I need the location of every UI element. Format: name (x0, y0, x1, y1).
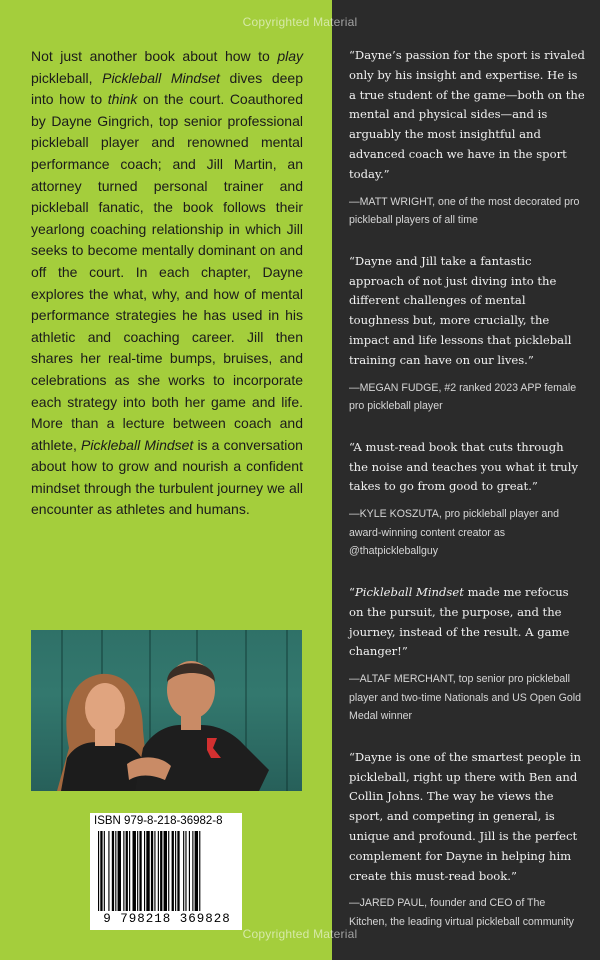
barcode-bars (96, 831, 236, 911)
barcode-bar (183, 831, 184, 911)
barcode-bar (146, 831, 149, 911)
barcode-bar (192, 831, 193, 911)
quote-text-rest: made me refocus on the pursuit, the purpose, and the journey, instead of the result. A game changer!” (349, 584, 570, 659)
endorsements (349, 46, 585, 932)
quote-emphasis: Pickleball Mindset (354, 584, 464, 599)
quote-text: “Dayne is one of the smartest people in pickleball, right up there with Ben and Collin Johns. The way he views the sport, and competing in general, is unique and profound. Jill is the perfect complement for Dayne in helping him create this must-read book.” (349, 749, 581, 883)
barcode-box (90, 813, 242, 930)
quote-text: “Dayne and Jill take a fantastic approach of not just diving into the different challenges of mental toughness but, more crucially, the impact and life lessons that pickleball training can have on our lives.” (349, 253, 572, 367)
barcode-bar (100, 831, 102, 911)
quote-text: “Dayne’s passion for the sport is rivaled only by his insight and expertise. He is a true student of the game—both on the mental and physical sides—and is arguably the most insightful and advanced coach we have in the sport today.” (349, 48, 585, 181)
isbn-number: 9 798218 369828 (103, 912, 231, 926)
barcode-bar (126, 831, 128, 911)
blurb-emphasis: Pickleball Mindset (102, 69, 220, 86)
quote-attribution: —MEGAN FUDGE, #2 ranked 2023 APP female pro pickleball player (349, 381, 577, 413)
quote-open-mark: “ (349, 584, 355, 599)
barcode-bar (164, 831, 167, 911)
barcode-bar (158, 831, 159, 911)
blurb-part: Not just another book about how to (31, 48, 278, 64)
barcode-bar (189, 831, 190, 911)
endorsement (349, 252, 585, 416)
barcode-bar (185, 831, 186, 911)
barcode-bar (137, 831, 138, 911)
quote-text: “A must-read book that cuts through the noise and teaches you what it truly takes to go from good to great.” (349, 439, 579, 494)
book-description (31, 46, 303, 521)
barcode-bar (175, 831, 176, 911)
barcode-bar (133, 831, 136, 911)
quote-attribution: —KYLE KOSZUTA, pro pickleball player and award-winning content creator as @thatpickleballguy (349, 508, 560, 558)
barcode-bar (195, 831, 198, 911)
quote-attribution: —MATT WRIGHT, one of the most decorated pro pickleball players of all time (349, 195, 580, 227)
barcode-bar (108, 831, 109, 911)
barcode-bar (123, 831, 124, 911)
isbn-label: ISBN 979-8-218-36982-8 (94, 815, 223, 827)
barcode-bar (151, 831, 153, 911)
author-photo (31, 630, 302, 791)
blurb-part: pickleball, (31, 69, 103, 86)
watermark-top: Copyrighted Material (242, 15, 358, 29)
barcode-bar (154, 831, 155, 911)
barcode-bar (112, 831, 114, 911)
quote-text (349, 583, 585, 662)
barcode-bar (177, 831, 179, 911)
barcode-bar (129, 831, 130, 911)
blurb-emphasis: think (107, 91, 138, 108)
blurb-part: on the court. Coauthored by Dayne Gingrich, top senior professional pickleball player and renowned mental performance coach; and Jill Martin, an attorney turned personal trainer and pickleball fanatic, the book follows their yearlong coaching relationship in which Jill seeks to become mentally dominant on and off the court. In each chapter, Dayne explores the what, why, and how of mental performance strategies he has used in his athletic and coaching career. Jill then shares her real-time bumps, bruises, and celebrations as she works to incorporate each strategy into both her game and life. More than a lecture between coach and athlete, (31, 91, 303, 453)
blurb-part: dives deep into how to (31, 69, 303, 108)
quote-attribution: —ALTAF MERCHANT, top senior pro pickleball player and two-time Nationals and US Open Gold Medal winner (349, 673, 582, 723)
endorsement (349, 46, 585, 230)
authors-figure (31, 630, 302, 791)
barcode-bar (115, 831, 116, 911)
quote-attribution: —JARED PAUL, founder and CEO of The Kitchen, the leading virtual pickleball community (349, 897, 574, 929)
blurb-emphasis: Pickleball Mindset (81, 436, 194, 453)
barcode-bar (104, 831, 105, 911)
barcode-bar (172, 831, 174, 911)
barcode-bar (168, 831, 169, 911)
endorsement (349, 748, 585, 932)
barcode-bar (139, 831, 141, 911)
barcode-bar (199, 831, 200, 911)
endorsement (349, 438, 585, 561)
barcode-bar (144, 831, 145, 911)
barcode-bar (98, 831, 99, 911)
barcode-bar (118, 831, 121, 911)
watermark-bottom: Copyrighted Material (242, 927, 358, 941)
blurb-part: is a conversation about how to grow and nourish a confident mindset through the turbulent journey we all encounter as athletes and humans. (31, 436, 303, 518)
blurb-emphasis: play (277, 48, 303, 64)
endorsement (349, 583, 585, 726)
barcode-bar (160, 831, 162, 911)
